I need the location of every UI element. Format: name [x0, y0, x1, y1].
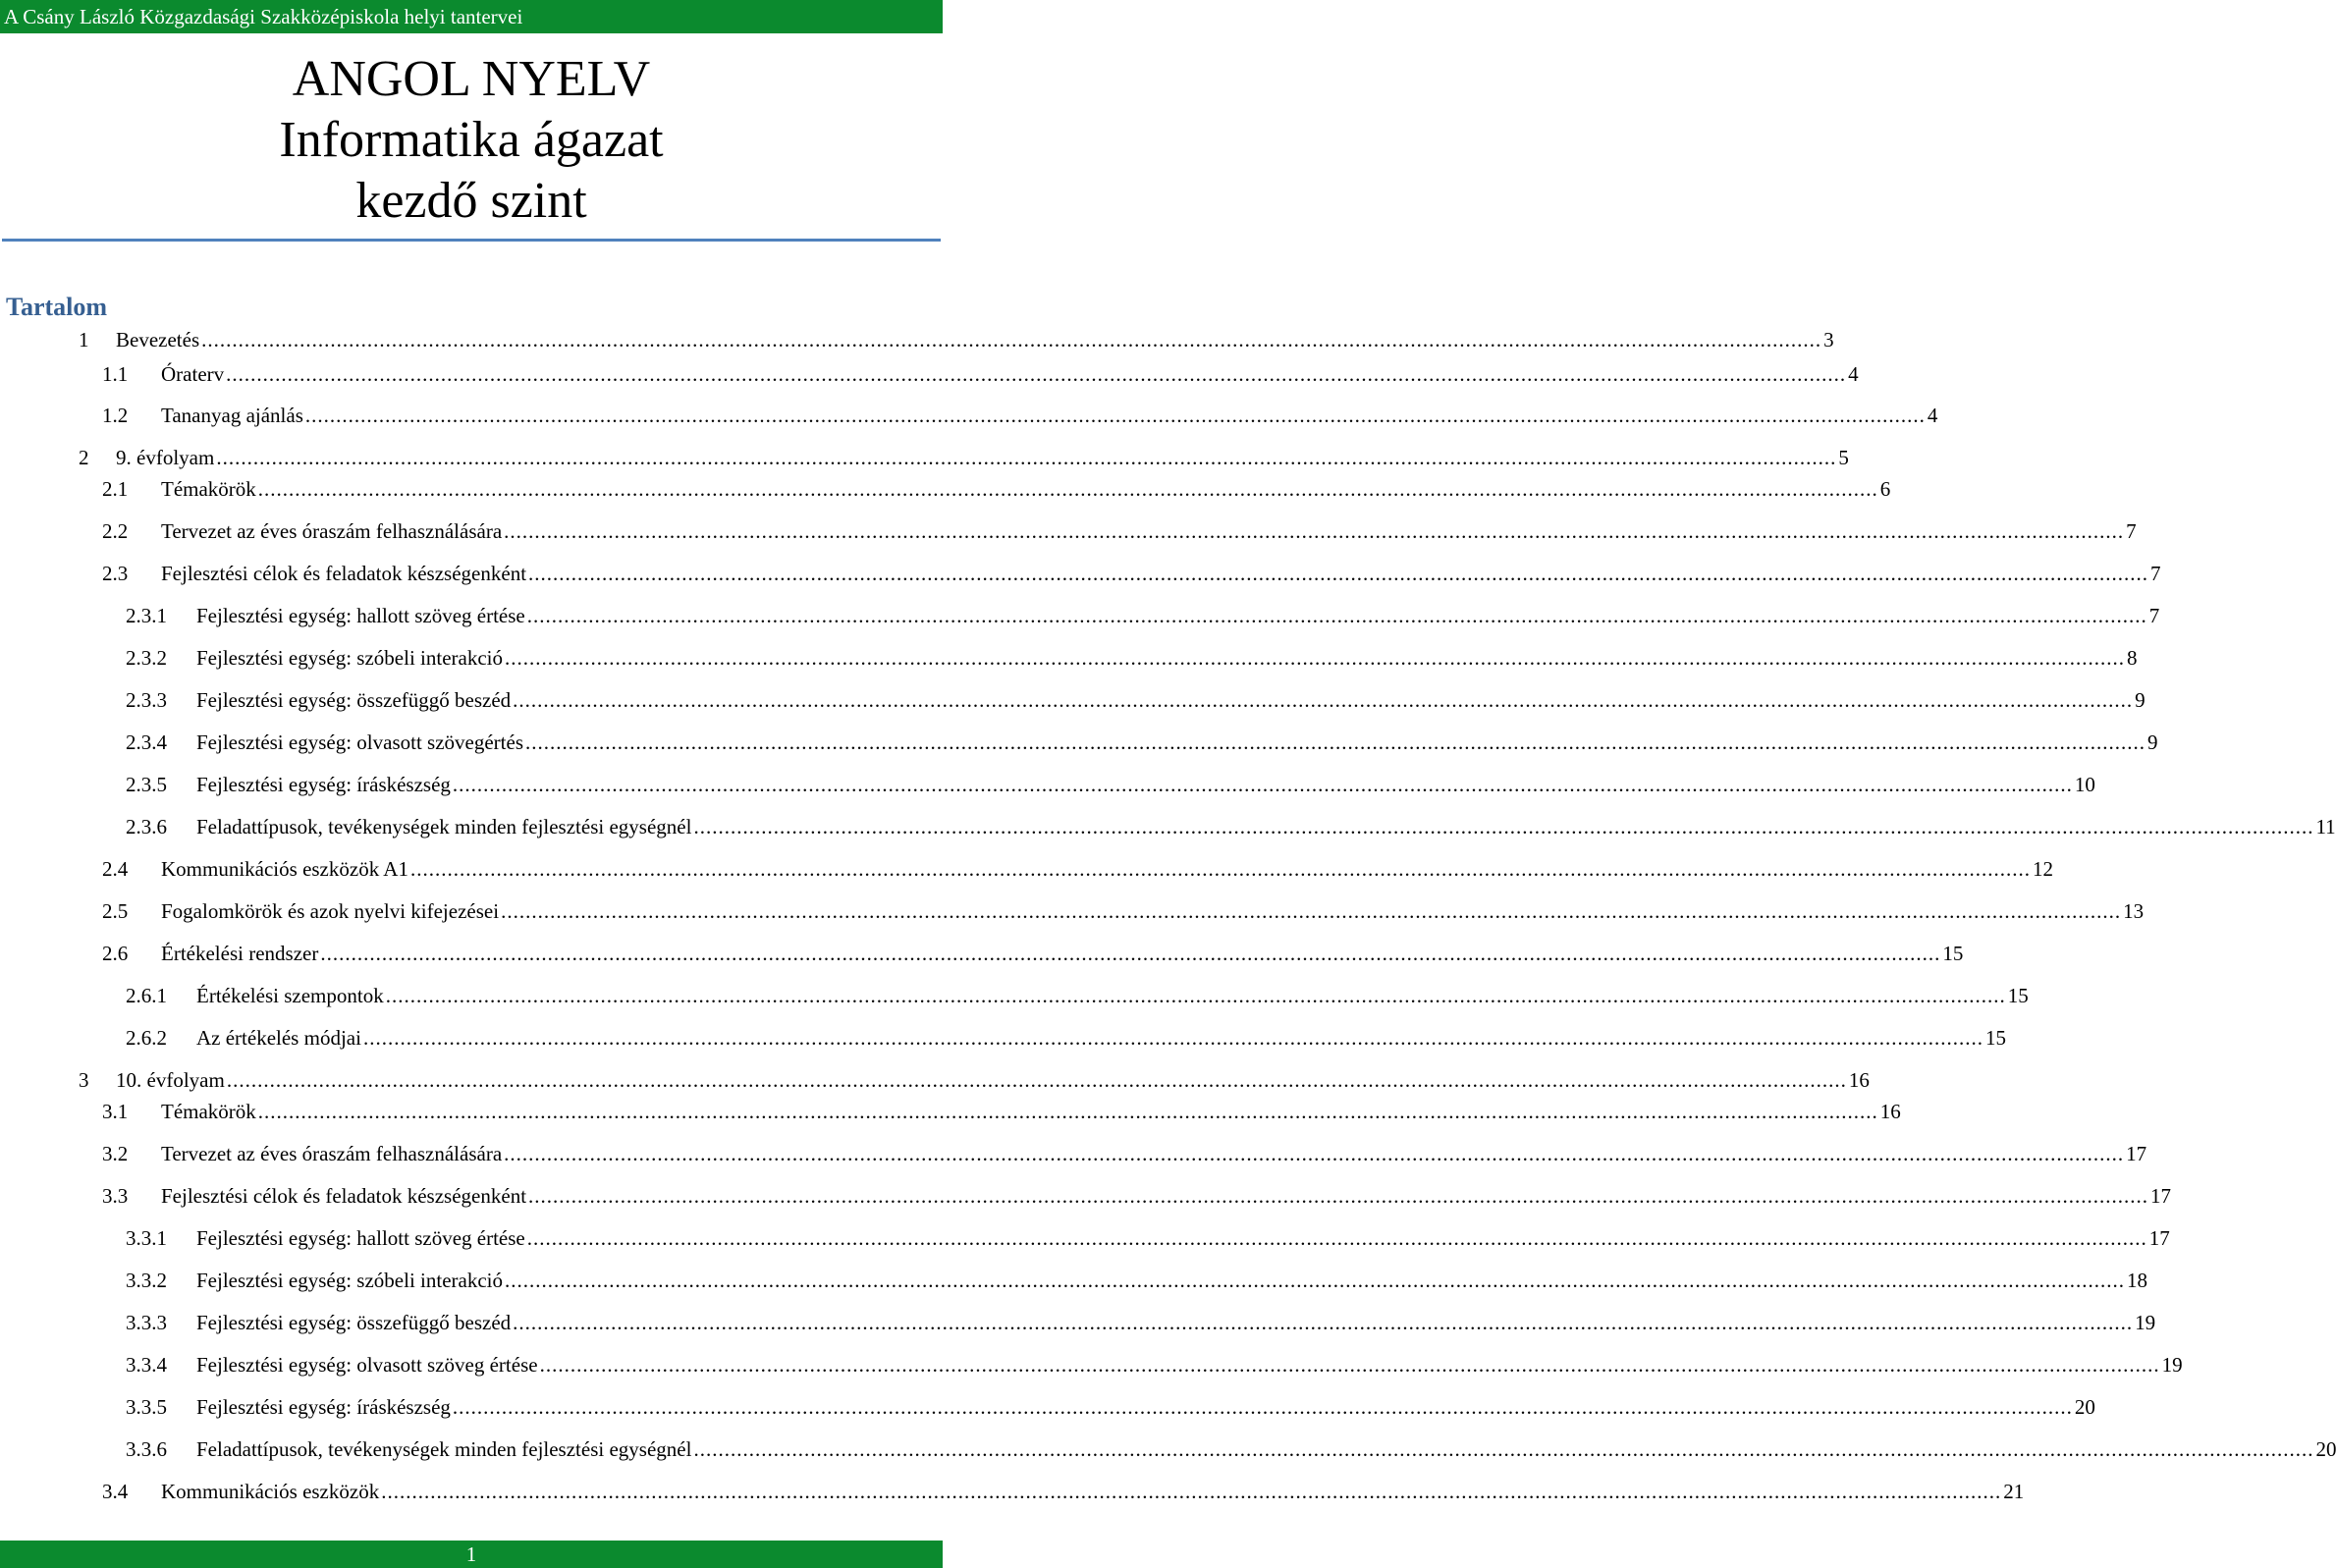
toc-dot-leader — [540, 1350, 2160, 1379]
toc-entry[interactable] — [102, 401, 1938, 430]
toc-entry-number: 2.3.5 — [126, 773, 167, 796]
toc-entry[interactable] — [126, 770, 2095, 799]
toc-entry[interactable] — [102, 516, 2137, 546]
toc-entry-title: Fejlesztési egység: szóbeli interakció — [196, 646, 503, 670]
toc-entry-number: 3.3.1 — [126, 1226, 167, 1250]
page-number: 1 — [465, 1542, 477, 1566]
toc-entry-page: 5 — [1838, 446, 1849, 469]
toc-entry[interactable] — [102, 359, 1859, 389]
toc-entry-title: Értékelési rendszer — [161, 942, 319, 965]
title-line-track: Informatika ágazat — [279, 112, 664, 168]
toc-entry-title: Fejlesztési egység: hallott szöveg értése — [196, 1226, 525, 1250]
toc-entry-title: Tananyag ajánlás — [161, 404, 303, 427]
toc-entry-page: 15 — [2007, 984, 2029, 1007]
toc-entry-title: Fejlesztési egység: hallott szöveg értése — [196, 604, 525, 627]
toc-entry[interactable] — [102, 854, 2053, 884]
toc-dot-leader — [527, 601, 2147, 630]
toc-entry-title: Fejlesztési egység: íráskészség — [196, 1395, 451, 1419]
toc-entry-number: 3 — [79, 1068, 89, 1092]
toc-entry-number: 2 — [79, 446, 89, 469]
toc-entry-page: 13 — [2123, 899, 2145, 923]
toc-entry-page: 7 — [2148, 604, 2160, 627]
toc-entry-title: Fejlesztési egység: szóbeli interakció — [196, 1269, 503, 1292]
toc-dot-leader — [513, 685, 2133, 715]
toc-entry-page: 19 — [2135, 1311, 2156, 1334]
toc-entry-title: Fejlesztési egység: összefüggő beszéd — [196, 688, 512, 712]
toc-entry-title: Feladattípusok, tevékenységek minden fejlesztési egységnél — [196, 815, 692, 838]
toc-entry[interactable] — [102, 1477, 2025, 1506]
toc-entry-title: Fejlesztési egység: olvasott szövegértés — [196, 730, 523, 754]
toc-entry-number: 2.1 — [102, 477, 129, 501]
toc-entry-page: 6 — [1879, 477, 1891, 501]
toc-dot-leader — [381, 1477, 2001, 1506]
toc-entry[interactable] — [102, 1139, 2147, 1168]
toc-entry-title: Témakörök — [161, 1100, 256, 1123]
toc-entry-number: 1 — [79, 328, 89, 351]
toc-entry-number: 1.1 — [102, 362, 129, 386]
toc-entry[interactable] — [126, 1308, 2156, 1337]
toc-entry-number: 3.2 — [102, 1142, 129, 1165]
toc-dot-leader — [501, 896, 2121, 926]
toc-entry[interactable] — [79, 1065, 1870, 1095]
toc-dot-leader — [528, 1181, 2148, 1211]
toc-entry-title: Fejlesztési egység: összefüggő beszéd — [196, 1311, 512, 1334]
toc-entry[interactable] — [79, 325, 1834, 354]
toc-entry-page: 9 — [2135, 688, 2146, 712]
toc-entry-title: Tervezet az éves óraszám felhasználására — [161, 519, 503, 543]
toc-entry-page: 15 — [1942, 942, 1964, 965]
toc-entry-page: 4 — [1927, 404, 1938, 427]
toc-entry-number: 2.6.2 — [126, 1026, 167, 1050]
toc-entry-title: Fogalomkörök és azok nyelvi kifejezései — [161, 899, 500, 923]
toc-entry[interactable] — [126, 1223, 2170, 1253]
toc-dot-leader — [201, 325, 1821, 354]
toc-entry-page: 17 — [2150, 1184, 2172, 1208]
toc-entry-page: 11 — [2315, 815, 2336, 838]
toc-entry-page: 17 — [2126, 1142, 2147, 1165]
toc-dot-leader — [453, 1392, 2073, 1422]
toc-dot-leader — [693, 1434, 2313, 1464]
toc-dot-leader — [693, 812, 2313, 841]
toc-entry-page: 18 — [2127, 1269, 2147, 1292]
toc-dot-leader — [525, 728, 2146, 757]
toc-entry-page: 7 — [2126, 519, 2137, 543]
toc-entry-number: 1.2 — [102, 404, 129, 427]
toc-entry-title: Fejlesztési célok és feladatok készségenként — [161, 562, 527, 585]
toc-entry[interactable] — [102, 896, 2145, 926]
toc-entry-title: Bevezetés — [116, 328, 200, 351]
toc-entry[interactable] — [126, 1266, 2147, 1295]
toc-entry-number: 2.6.1 — [126, 984, 167, 1007]
toc-entry-title: 10. évfolyam — [116, 1068, 225, 1092]
toc-entry[interactable] — [126, 1023, 2006, 1053]
toc-entry[interactable] — [79, 443, 1849, 472]
toc-entry[interactable] — [126, 685, 2146, 715]
toc-dot-leader — [320, 939, 1940, 968]
toc-entry-title: Feladattípusok, tevékenységek minden fejlesztési egységnél — [196, 1437, 692, 1461]
toc-entry-number: 2.3.3 — [126, 688, 167, 712]
toc-entry[interactable] — [102, 474, 1891, 504]
toc-entry[interactable] — [126, 601, 2160, 630]
toc-entry[interactable] — [126, 1392, 2095, 1422]
toc-entry[interactable] — [102, 1097, 1901, 1126]
toc-dot-leader — [505, 643, 2125, 673]
toc-entry-title: Kommunikációs eszközök — [161, 1480, 380, 1503]
toc-entry-number: 3.3 — [102, 1184, 129, 1208]
toc-entry-title: Tervezet az éves óraszám felhasználására — [161, 1142, 503, 1165]
toc-entry-page: 21 — [2003, 1480, 2025, 1503]
toc-entry-page: 12 — [2032, 857, 2053, 881]
toc-entry[interactable] — [126, 1434, 2336, 1464]
toc-entry-page: 8 — [2127, 646, 2138, 670]
toc-entry-number: 2.3.4 — [126, 730, 167, 754]
toc-entry-page: 9 — [2147, 730, 2158, 754]
toc-dot-leader — [226, 359, 1846, 389]
toc-dot-leader — [528, 559, 2148, 588]
toc-entry-number: 3.3.3 — [126, 1311, 167, 1334]
toc-entry-page: 19 — [2161, 1353, 2183, 1377]
toc-entry-title: Fejlesztési egység: íráskészség — [196, 773, 451, 796]
toc-entry-title: Fejlesztési egység: olvasott szöveg értése — [196, 1353, 538, 1377]
toc-entry-number: 3.1 — [102, 1100, 129, 1123]
toc-dot-leader — [258, 1097, 1878, 1126]
toc-entry-number: 2.5 — [102, 899, 129, 923]
toc-entry-number: 2.4 — [102, 857, 129, 881]
title-line-subject: ANGOL NYELV — [292, 51, 651, 107]
toc-entry[interactable] — [126, 812, 2336, 841]
toc-entry-title: Óraterv — [161, 362, 225, 386]
toc-entry-title: Témakörök — [161, 477, 256, 501]
toc-entry-number: 3.3.6 — [126, 1437, 167, 1461]
toc-entry-page: 10 — [2074, 773, 2095, 796]
toc-entry-page: 15 — [1984, 1026, 2006, 1050]
toc-entry-page: 4 — [1848, 362, 1859, 386]
toc-entry-page: 17 — [2148, 1226, 2170, 1250]
toc-entry[interactable] — [126, 643, 2138, 673]
toc-entry-title: Az értékelés módjai — [196, 1026, 361, 1050]
toc-entry-page: 16 — [1848, 1068, 1870, 1092]
toc-entry[interactable] — [126, 1350, 2183, 1379]
toc-dot-leader — [386, 981, 2006, 1010]
toc-entry-title: Fejlesztési célok és feladatok készségenként — [161, 1184, 527, 1208]
toc-entry-number: 2.6 — [102, 942, 129, 965]
toc-dot-leader — [505, 1266, 2125, 1295]
toc-entry-title: 9. évfolyam — [116, 446, 215, 469]
toc-dot-leader — [504, 516, 2124, 546]
toc-entry[interactable] — [126, 981, 2029, 1010]
toc-entry-page: 20 — [2315, 1437, 2336, 1461]
toc-entry-number: 3.3.5 — [126, 1395, 167, 1419]
toc-entry-number: 3.3.4 — [126, 1353, 167, 1377]
toc-entry-number: 3.4 — [102, 1480, 129, 1503]
toc-entry-title: Kommunikációs eszközök A1 — [161, 857, 408, 881]
title-line-level: kezdő szint — [355, 173, 587, 229]
toc-entry-page: 3 — [1823, 328, 1834, 351]
toc-entry-page: 16 — [1879, 1100, 1901, 1123]
toc-entry-number: 2.3.6 — [126, 815, 167, 838]
running-header: A Csány László Közgazdasági Szakközépiskola helyi tantervei — [0, 0, 943, 33]
toc-dot-leader — [513, 1308, 2133, 1337]
toc-dot-leader — [227, 1065, 1847, 1095]
toc-dot-leader — [363, 1023, 1983, 1053]
toc-dot-leader — [305, 401, 1926, 430]
toc-heading: Tartalom — [6, 293, 108, 321]
toc-entry-page: 20 — [2074, 1395, 2095, 1419]
toc-entry-number: 2.2 — [102, 519, 129, 543]
toc-entry-number: 2.3 — [102, 562, 129, 585]
toc-dot-leader — [453, 770, 2073, 799]
toc-entry[interactable] — [102, 1181, 2172, 1211]
toc-entry-number: 2.3.1 — [126, 604, 167, 627]
toc-entry[interactable] — [102, 559, 2161, 588]
page-footer — [0, 1541, 943, 1568]
toc-entry-number: 2.3.2 — [126, 646, 167, 670]
toc-dot-leader — [410, 854, 2031, 884]
toc-entry[interactable] — [102, 939, 1964, 968]
toc-dot-leader — [258, 474, 1878, 504]
toc-entry-page: 7 — [2150, 562, 2161, 585]
toc-entry-title: Értékelési szempontok — [196, 984, 384, 1007]
toc-entry-number: 3.3.2 — [126, 1269, 167, 1292]
toc-dot-leader — [527, 1223, 2147, 1253]
toc-entry[interactable] — [126, 728, 2158, 757]
toc-dot-leader — [216, 443, 1836, 472]
toc-dot-leader — [504, 1139, 2124, 1168]
